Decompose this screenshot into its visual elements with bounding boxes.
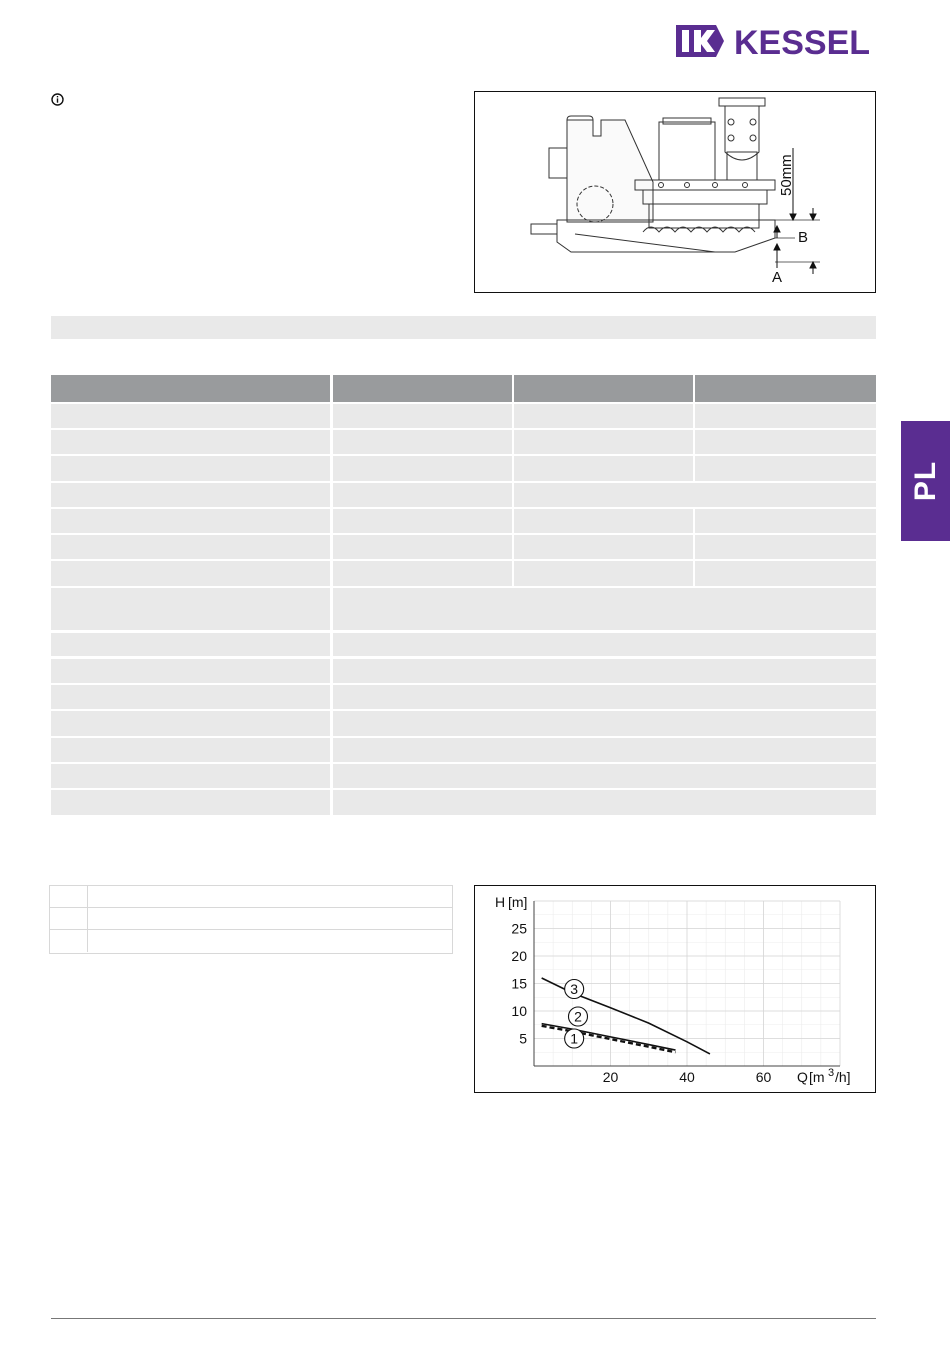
curve-label-2: 2	[574, 1008, 582, 1025]
header-cell	[51, 375, 330, 402]
table-cell-merged	[333, 588, 876, 630]
table-row	[51, 685, 876, 709]
y-tick-label: 5	[519, 1030, 527, 1047]
table-cell	[333, 483, 512, 507]
y-tick-label: 15	[511, 975, 527, 992]
table-cell-merged	[333, 738, 876, 762]
info-icon	[51, 93, 64, 106]
x-axis-unit-superscript: 3	[828, 1067, 835, 1079]
kessel-logo-mark	[672, 22, 876, 60]
x-axis-label: Q	[797, 1069, 808, 1085]
table-cell	[51, 738, 330, 762]
table-cell	[695, 535, 876, 559]
table-cell	[514, 456, 693, 481]
table-cell	[51, 659, 330, 683]
dimension-50mm-label: 50mm	[778, 154, 795, 196]
dimension-a-label: A	[772, 269, 783, 286]
table-row	[51, 738, 876, 762]
table-cell	[695, 456, 876, 481]
curve-legend-table	[49, 885, 453, 954]
legend-number-cell	[50, 886, 88, 907]
table-cell	[51, 764, 330, 788]
table-cell	[695, 404, 876, 428]
legend-row	[50, 908, 452, 930]
y-tick-label: 10	[511, 1003, 527, 1019]
table-cell	[51, 633, 330, 656]
x-tick-label: 20	[602, 1069, 619, 1085]
table-row	[51, 764, 876, 788]
table-row	[51, 561, 876, 586]
table-row	[51, 404, 876, 428]
x-tick-label: 60	[755, 1069, 772, 1085]
table-cell	[695, 430, 876, 454]
table-row	[51, 509, 876, 533]
table-row	[51, 535, 876, 559]
table-cell	[333, 561, 512, 586]
table-cell-merged	[333, 764, 876, 788]
header-cell	[514, 375, 693, 402]
language-tab-pl[interactable]	[901, 421, 950, 541]
y-tick-label: 25	[511, 920, 527, 937]
table-cell	[333, 430, 512, 454]
section-heading-bar	[51, 316, 876, 339]
table-cell	[333, 456, 512, 481]
table-cell	[514, 509, 693, 533]
table-cell	[51, 509, 330, 533]
table-cell	[514, 561, 693, 586]
x-axis-unit-prefix: [m	[809, 1069, 825, 1085]
table-cell	[695, 561, 876, 586]
table-cell	[51, 404, 330, 428]
table-cell	[514, 404, 693, 428]
legend-number-cell	[50, 930, 88, 952]
legend-row	[50, 886, 452, 908]
footer-divider	[51, 1318, 876, 1319]
table-cell	[51, 535, 330, 559]
table-row	[51, 456, 876, 481]
table-header-row	[51, 375, 876, 402]
language-tab-label: PL	[908, 460, 942, 502]
table-cell	[51, 588, 330, 630]
pump-curve-svg	[475, 886, 875, 1092]
curve-label-1: 1	[570, 1030, 579, 1047]
curve-series-1	[542, 1026, 676, 1052]
x-tick-label: 40	[679, 1069, 695, 1085]
pump-installation-drawing	[474, 91, 876, 293]
y-axis-label: H	[495, 894, 506, 910]
table-cell-merged	[333, 711, 876, 736]
table-cell	[51, 430, 330, 454]
dimension-b-label: B	[798, 229, 809, 246]
table-cell-merged	[333, 790, 876, 815]
curve-label-3: 3	[570, 981, 579, 997]
legend-number-cell	[50, 908, 88, 929]
legend-row	[50, 930, 452, 952]
table-row	[51, 659, 876, 683]
y-tick-label: 20	[511, 948, 527, 964]
table-cell	[333, 404, 512, 428]
table-cell-merged	[514, 483, 876, 507]
table-cell	[51, 711, 330, 736]
table-cell-merged	[333, 633, 876, 656]
kessel-logo	[672, 22, 876, 60]
header-cell	[695, 375, 876, 402]
pump-curve-chart	[474, 885, 876, 1093]
curve-series-2	[542, 1024, 676, 1050]
table-row	[51, 588, 876, 630]
table-cell	[51, 790, 330, 815]
table-cell	[514, 535, 693, 559]
header-cell	[333, 375, 512, 402]
table-row	[51, 483, 876, 507]
pump-drawing-svg	[475, 92, 875, 292]
table-cell	[333, 535, 512, 559]
table-cell	[695, 509, 876, 533]
table-cell	[333, 509, 512, 533]
table-cell-merged	[333, 659, 876, 683]
table-row	[51, 430, 876, 454]
brand-name: KESSEL	[734, 24, 871, 60]
table-cell	[51, 456, 330, 481]
table-row	[51, 790, 876, 815]
table-cell	[514, 430, 693, 454]
table-row	[51, 711, 876, 736]
y-axis-unit: [m]	[508, 894, 528, 910]
table-row	[51, 633, 876, 656]
x-axis-unit-suffix: /h]	[835, 1069, 851, 1085]
table-cell	[51, 561, 330, 586]
table-cell	[51, 483, 330, 507]
table-cell	[51, 685, 330, 709]
table-cell-merged	[333, 685, 876, 709]
